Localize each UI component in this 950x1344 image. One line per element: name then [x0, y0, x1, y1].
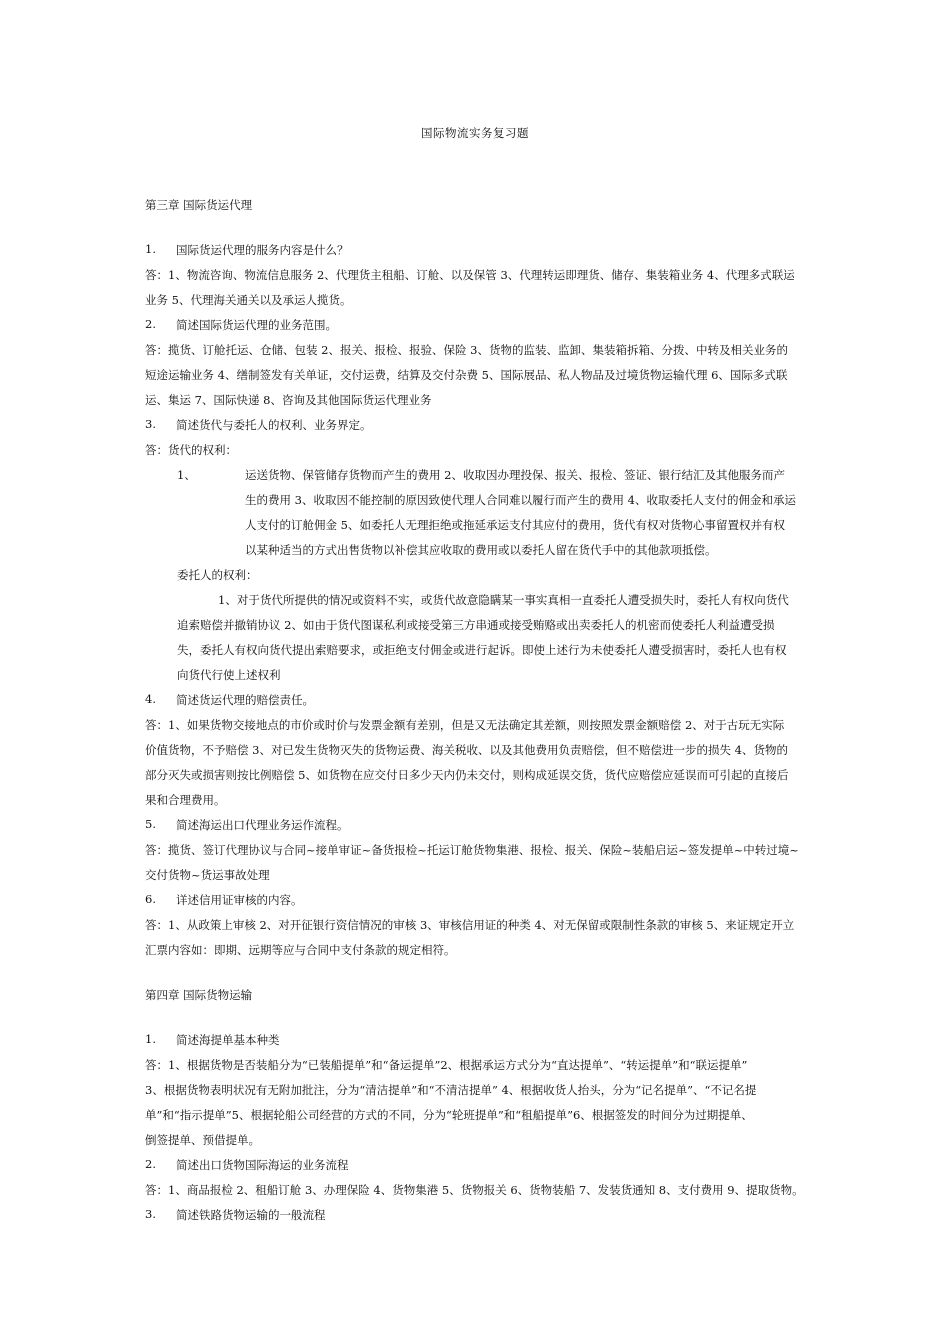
question-text: 简述货代与委托人的权利、业务界定。 [176, 418, 372, 432]
answer-line: 业务 5、代理海关通关以及承运人揽货。 [145, 293, 352, 307]
answer-line: 果和合理费用。 [145, 793, 226, 807]
paragraph-line: 追索赔偿并撤销协议 2、如由于货代图谋私利或接受第三方串通或接受贿赂或出卖委托人的机密而使委托人利益遭受损 [177, 618, 775, 632]
question-number: 6. [145, 892, 156, 906]
answer-line: 3、根据货物表明状况有无附加批注，分为“清洁提单”和“不清洁提单” 4、根据收货人抬头，分为“记名提单”、“不记名提 [145, 1083, 757, 1097]
question-text: 简述海提单基本种类 [176, 1033, 280, 1047]
answer-line: 答：揽货、订舱托运、仓储、包装 2、报关、报检、报验、保险 3、货物的监装、监卸、集装箱拆箱、分拨、中转及相关业务的 [145, 343, 788, 357]
answer-line: 交付货物~货运事故处理 [145, 868, 270, 882]
list-number: 1、 [177, 468, 196, 482]
question-text: 国际货运代理的服务内容是什么？ [176, 243, 349, 257]
answer-line: 答：货代的权利： [145, 443, 237, 457]
question-number: 2. [145, 317, 156, 331]
paragraph-line: 1、对于货代所提供的情况或资料不实，或货代故意隐瞒某一事实真相一直委托人遭受损失时，委托人有权向货代 [218, 593, 789, 607]
answer-line: 答：1、根据货物是否装船分为“已装船提单”和“备运提单”2、根据承运方式分为“直达提单”、“转运提单”和“联运提单” [145, 1058, 748, 1072]
sub-heading: 委托人的权利： [177, 568, 258, 582]
answer-line: 单”和“指示提单”5、根据轮船公司经营的方式的不同，分为“轮班提单”和“租船提单”6、根据签发的时间分为过期提单、 [145, 1108, 753, 1122]
question-text: 详述信用证审核的内容。 [176, 893, 303, 907]
list-line: 以某种适当的方式出售货物以补偿其应收取的费用或以委托人留在货代手中的其他款项抵偿。 [245, 543, 717, 557]
answer-line: 价值货物，不予赔偿 3、对已发生货物灭失的货物运费、海关税收、以及其他费用负责赔偿，但不赔偿进一步的损失 4、货物的 [145, 743, 788, 757]
question-text: 简述出口货物国际海运的业务流程 [176, 1158, 349, 1172]
question-number: 3. [145, 417, 156, 431]
question-number: 3. [145, 1207, 156, 1221]
answer-line: 部分灭失或损害则按比例赔偿 5、如货物在应交付日多少天内仍未交付，则构成延误交货，货代应赔偿应延误而可引起的直接后 [145, 768, 789, 782]
question-number: 4. [145, 692, 156, 706]
question-number: 1. [145, 1032, 156, 1046]
question-text: 简述铁路货物运输的一般流程 [176, 1208, 326, 1222]
chapter-4-heading: 第四章 国际货物运输 [145, 988, 253, 1002]
list-line: 运送货物、保管储存货物而产生的费用 2、收取因办理投保、报关、报检、签证、银行结汇及其他服务而产 [245, 468, 785, 482]
answer-line: 答：1、物流咨询、物流信息服务 2、代理货主租船、订舱、以及保管 3、代理转运即理货、储存、集装箱业务 4、代理多式联运 [145, 268, 795, 282]
list-line: 生的费用 3、收取因不能控制的原因致使代理人合同难以履行而产生的费用 4、收取委托人支付的佣金和承运 [245, 493, 796, 507]
question-text: 简述国际货运代理的业务范围。 [176, 318, 337, 332]
question-text: 简述海运出口代理业务运作流程。 [176, 818, 349, 832]
answer-line: 短途运输业务 4、缮制签发有关单证，交付运费，结算及交付杂费 5、国际展品、私人物品及过境货物运输代理 6、国际多式联 [145, 368, 788, 382]
chapter-3-heading: 第三章 国际货运代理 [145, 198, 253, 212]
question-number: 5. [145, 817, 156, 831]
paragraph-line: 向货代行使上述权利 [177, 668, 281, 682]
paragraph-line: 失，委托人有权向货代提出索赔要求，或拒绝支付佣金或进行起诉。即使上述行为未使委托人遭受损害时，委托人也有权 [177, 643, 787, 657]
answer-line: 答：1、如果货物交接地点的市价或时价与发票金额有差别，但是又无法确定其差额，则按照发票金额赔偿 2、对于古玩无实际 [145, 718, 785, 732]
answer-line: 答：揽货、签订代理协议与合同~接单审证~备货报检~托运订舱货物集港、报检、报关、保险~装船启运~签发提单~中转过境~ [145, 843, 799, 857]
question-number: 1. [145, 242, 156, 256]
document-title: 国际物流实务复习题 [421, 126, 529, 140]
list-line: 人支付的订舱佣金 5、如委托人无理拒绝或拖延承运支付其应付的费用，货代有权对货物心事留置权并有权 [245, 518, 785, 532]
answer-line: 倒签提单、预借提单。 [145, 1133, 260, 1147]
question-text: 简述货运代理的赔偿责任。 [176, 693, 314, 707]
answer-line: 答：1、商品报检 2、租船订舱 3、办理保险 4、货物集港 5、货物报关 6、货物装船 7、发装货通知 8、支付费用 9、提取货物。 [145, 1183, 804, 1197]
answer-line: 汇票内容如：即期、远期等应与合同中支付条款的规定相符。 [145, 943, 456, 957]
answer-line: 答：1、从政策上审核 2、对开征银行资信情况的审核 3、审核信用证的种类 4、对无保留或限制性条款的审核 5、来证规定开立 [145, 918, 795, 932]
answer-line: 运、集运 7、国际快递 8、咨询及其他国际货运代理业务 [145, 393, 432, 407]
question-number: 2. [145, 1157, 156, 1171]
